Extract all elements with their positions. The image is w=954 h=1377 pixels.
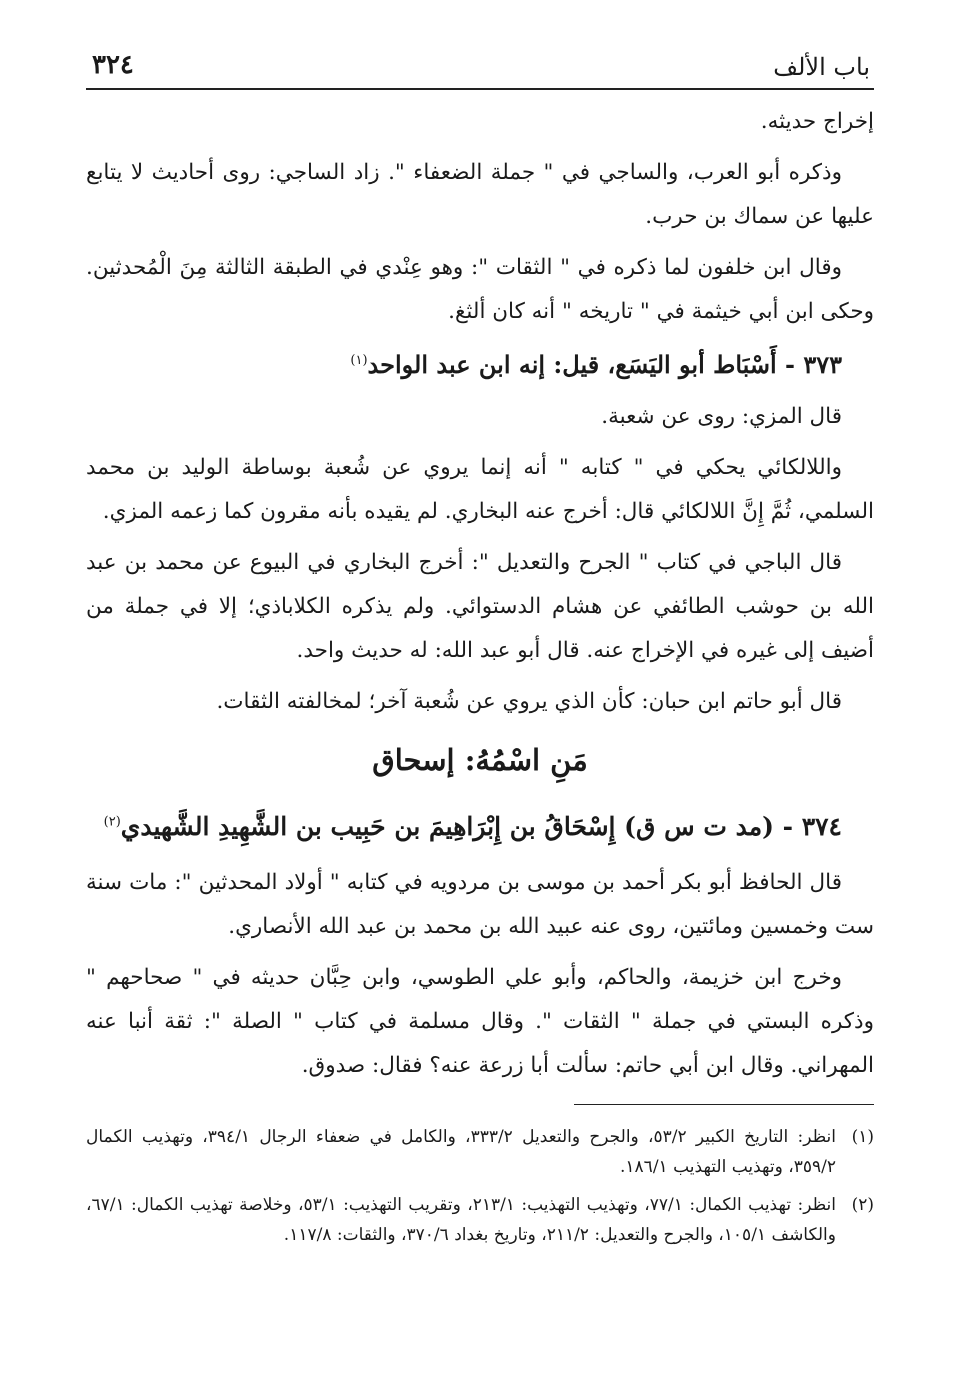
paragraph: قال الحافظ أبو بكر أحمد بن موسى بن مردويه في كتابه " أولاد المحدثين ": مات سنة ست وخمسين ومائتين، روى عنه عبيد الله بن محمد بن عبد الله الأنصاري.: [86, 870, 874, 939]
paragraph: قال المزي: روى عن شعبة.: [601, 404, 842, 429]
paragraph: قال الباجي في كتاب " الجرح والتعديل ": أخرج البخاري في البيوع عن محمد بن عبد الله بن حوشب الطائفي عن هشام الدستوائي. ولم يذكره الكلاباذي؛ إلا في جملة من أضيف إلى غيره في الإخراج عنه. قال أبو عبد الله: له حديث واحد.: [86, 550, 874, 663]
footnote-text: انظر: تهذيب الكمال: ٧٧/١، وتهذيب التهذيب: ٢١٣/١، وتقريب التهذيب: ٥٣/١، وخلاصة تهذيب الكمال: ٦٧/١، والكاشف ١٠٥/١، والجرح والتعديل: ٢١١/٢، وتاريخ بغداد ٣٧٠/٦، والثقات: ١١٧/٨.: [86, 1195, 836, 1245]
entry-heading-text: ٣٧٣ - أَسْبَاط أبو اليَسَع، قيل: إنه ابن عبد الواحد: [367, 350, 842, 379]
entry-heading-373: [86, 341, 874, 389]
main-text: [86, 100, 874, 1095]
paragraph: وذكره أبو العرب، والساجي في " جملة الضعفاء ". زاد الساجي: روى أحاديث لا يتابع عليها عن سماك بن حرب.: [86, 160, 874, 229]
paragraph: قال أبو حاتم ابن حبان: كأن الذي يروي عن شُعبة آخر؛ لمخالفته الثقات.: [216, 689, 842, 714]
section-heading: مَنِ اسْمُهُ: إسحاق: [372, 743, 588, 777]
footnote-1: [86, 1122, 874, 1182]
footnote-ref-1: (١): [350, 353, 368, 368]
footnote-separator: [574, 1104, 874, 1105]
footnote-2: [86, 1190, 874, 1250]
footnote-ref-2: (٢): [103, 814, 121, 830]
footnote-number: (١): [851, 1127, 874, 1147]
paragraph: وقال ابن خلفون لما ذكره في " الثقات ": وهو عِنْدي في الطبقة الثالثة مِنَ الْمُحدثين. وحكى ابن أبي خيثمة في " تاريخه " أنه كان ألثغ.: [86, 255, 874, 324]
chapter-title: باب الألف: [773, 53, 870, 81]
paragraph-continuation: إخراج حديثه.: [760, 109, 874, 134]
running-header: [86, 42, 874, 90]
page-number: ٣٢٤: [92, 50, 134, 80]
paragraph: وخرج ابن خزيمة، والحاكم، وأبو علي الطوسي، وابن حِبَّان حديثه في " صحاحهم " وذكره البستي في جملة " الثقات ". وقال مسلمة في كتاب " الصلة ": ثقة أنبا عنه المهراني. وقال ابن أبي حاتم: سألت أبا زرعة عنه؟ فقال: صدوق.: [86, 965, 874, 1078]
paragraph: واللالكائي يحكي في " كتابه " أنه إنما يروي عن شُعبة بوساطة الوليد بن محمد السلمي، ثُمَّ إِنَّ اللالكائي قال: أخرج عنه البخاري. لم يقيده بأنه مقرون كما زعمه المزي.: [86, 455, 874, 524]
footnote-text: انظر: التاريخ الكبير ٥٣/٢، والجرح والتعديل ٣٣٣/٢، والكامل في ضعفاء الرجال ٣٩٤/١، وتهذيب الكمال ٣٥٩/٢، وتهذيب التهذيب ١٨٦/١.: [86, 1127, 836, 1177]
entry-heading-text: ٣٧٤ - (مد ت س ق) إِسْحَاقُ بن إِبْرَاهِيمَ بن حَبِيب بن الشَّهِيدِ الشَّهيدي: [120, 812, 842, 841]
footnotes: [86, 1122, 874, 1258]
entry-heading-374: [86, 799, 874, 855]
footnote-number: (٢): [851, 1195, 874, 1215]
